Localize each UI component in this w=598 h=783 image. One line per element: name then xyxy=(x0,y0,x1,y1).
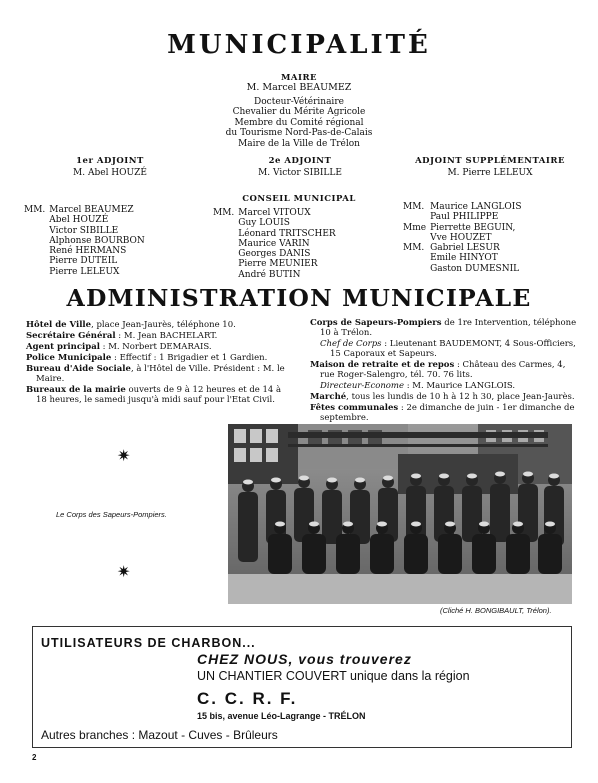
conseil-member: Paul PHILIPPE xyxy=(430,212,499,223)
admin-entry xyxy=(26,331,294,341)
maire-title: Chevalier du Mérite Agricole xyxy=(232,107,366,117)
conseil-member: Gaston DUMESNIL xyxy=(430,263,520,274)
ad-address: 15 bis, avenue Léo-Lagrange - TRÉLON xyxy=(197,711,366,721)
conseil-member: Victor SIBILLE xyxy=(49,225,119,236)
conseil-member: Georges DANIS xyxy=(238,249,311,260)
conseil-prefix: MM. xyxy=(24,205,46,215)
maire-name: M. Marcel BEAUMEZ xyxy=(246,82,352,93)
admin-entry-label: Fêtes communales xyxy=(310,403,399,413)
conseil-column-1 xyxy=(24,205,145,277)
photo-credit: (Cliché H. BONGIBAULT, Trélon). xyxy=(440,606,552,615)
admin-entry-label: Chef de Corps xyxy=(320,339,382,349)
page-number: 2 xyxy=(32,753,37,762)
star-ornament: ✷ xyxy=(117,562,131,581)
ad-line: UTILISATEURS DE CHARBON... xyxy=(41,636,256,650)
adjoint-2 xyxy=(230,156,370,179)
conseil-member: Abel HOUZÉ xyxy=(49,215,109,226)
conseil-prefix xyxy=(403,253,430,263)
conseil-column-2 xyxy=(213,208,336,280)
admin-entry-text: : Effectif : 1 Brigadier et 1 Gardien. xyxy=(111,353,268,363)
star-ornament: ✷ xyxy=(117,446,131,465)
admin-left-column xyxy=(26,320,294,406)
conseil-member: Guy LOUIS xyxy=(238,218,290,229)
maire-title: Membre du Comité régional xyxy=(234,117,364,128)
admin-entry-text: de 1re Intervention, téléphone 10 à Trélon. xyxy=(320,318,577,338)
admin-entry-text: , tous les lundis de 10 h à 12 h 30, place Jean-Jaurès. xyxy=(346,392,575,402)
admin-entry-text: : M. Jean BACHELART. xyxy=(115,331,218,341)
conseil-member: Marcel BEAUMEZ xyxy=(49,205,134,215)
page-title: MUNICIPALITÉ xyxy=(167,30,431,60)
conseil-member: Maurice VARIN xyxy=(238,238,310,249)
conseil-prefix: MM. xyxy=(403,202,425,212)
conseil-member: Pierrette BEGUIN, xyxy=(430,222,516,233)
maire-heading: MAIRE xyxy=(280,73,318,83)
conseil-prefix xyxy=(403,233,430,243)
admin-entry-label: Maison de retraite et de repos xyxy=(310,360,455,370)
admin-entry-text: : M. Maurice LANGLOIS. xyxy=(404,381,516,391)
admin-entry-text: , place Jean-Jaurès, téléphone 10. xyxy=(91,320,236,330)
conseil-member: André BUTIN xyxy=(238,269,301,280)
admin-entry-label: Bureaux de la mairie xyxy=(26,385,126,395)
conseil-member: Pierre MEUNIER xyxy=(238,259,318,270)
admin-entry xyxy=(26,342,294,352)
admin-entry xyxy=(310,318,580,338)
conseil-member: Maurice LANGLOIS xyxy=(430,202,522,212)
admin-entry xyxy=(310,392,580,402)
conseil-member: Gabriel LESUR xyxy=(430,243,500,254)
admin-entry-label: Directeur-Econome xyxy=(320,381,405,391)
photo-illustration xyxy=(228,424,572,604)
admin-entry xyxy=(26,353,294,363)
adjoint-1 xyxy=(40,156,180,179)
adjoint-name: M. Victor SIBILLE xyxy=(258,168,342,178)
admin-entry-label: Corps de Sapeurs-Pompiers xyxy=(310,318,442,328)
admin-entry-text: : 2e dimanche de juin - 1er dimanche de septembre. xyxy=(320,403,575,423)
adjoint-name: M. Pierre LELEUX xyxy=(447,168,533,178)
admin-entry xyxy=(26,320,294,330)
admin-entry-text: : Château des Carmes, 4, rue Roger-Salengro, tél. 70. 76 lits. xyxy=(320,360,566,380)
adjoint-heading: ADJOINT SUPPLÉMENTAIRE xyxy=(415,156,565,166)
admin-entry-label: Bureau d'Aide Sociale xyxy=(26,364,131,374)
admin-entry-label: Marché xyxy=(310,392,347,402)
admin-entry-text: : Lieutenant BAUDEMONT, 4 Sous-Officiers, 15 Caporaux et Sapeurs. xyxy=(330,339,576,359)
conseil-column-3 xyxy=(403,202,521,274)
conseil-prefix: Mme xyxy=(403,222,427,233)
maire-title: du Tourisme Nord-Pas-de-Calais xyxy=(225,128,373,138)
ad-line: UN CHANTIER COUVERT unique dans la région xyxy=(197,669,470,683)
ad-company: C. C. R. F. xyxy=(197,689,298,708)
admin-entry-label: Secrétaire Général xyxy=(26,331,116,341)
adjoint-supplementaire xyxy=(400,156,580,179)
conseil-member: Léonard TRITSCHER xyxy=(238,228,336,239)
admin-entry-label: Agent principal xyxy=(26,342,100,352)
admin-entry-text: : M. Norbert DEMARAIS. xyxy=(99,342,212,352)
conseil-prefix: MM. xyxy=(403,243,425,254)
adjoint-heading: 1er ADJOINT xyxy=(76,156,144,166)
admin-entry-label: Police Municipale xyxy=(26,353,112,363)
maire-title: Docteur-Vétérinaire xyxy=(254,96,344,107)
admin-entry-label: Hôtel de Ville xyxy=(26,320,92,330)
conseil-member: Marcel VITOUX xyxy=(238,208,311,218)
admin-entry xyxy=(310,403,580,423)
conseil-member: Emile HINYOT xyxy=(430,253,498,264)
adjoint-heading: 2e ADJOINT xyxy=(268,156,332,166)
admin-entry xyxy=(26,364,294,384)
admin-entry-text: , à l'Hôtel de Ville. Président : M. le Maire. xyxy=(36,364,285,384)
admin-entry-text: ouverts de 9 à 12 heures et de 14 à 18 heures, le samedi jusqu'à midi sauf pour l'Etat Civil. xyxy=(36,385,282,405)
maire-section xyxy=(0,73,598,149)
adjoint-name: M. Abel HOUZÉ xyxy=(73,168,147,178)
ad-line: CHEZ NOUS, vous trouverez xyxy=(197,651,412,667)
conseil-member: René HERMANS xyxy=(49,246,127,257)
admin-entry xyxy=(310,339,580,359)
ad-line: Autres branches : Mazout - Cuves - Brûleurs xyxy=(41,728,278,742)
admin-title: ADMINISTRATION MUNICIPALE xyxy=(66,284,532,312)
admin-entry xyxy=(310,360,580,380)
firefighters-photo xyxy=(228,424,572,604)
admin-right-column xyxy=(310,318,580,424)
photo-caption: Le Corps des Sapeurs-Pompiers. xyxy=(56,510,167,519)
conseil-heading: CONSEIL MUNICIPAL xyxy=(242,194,356,204)
maire-title: Maire de la Ville de Trélon xyxy=(238,138,360,149)
conseil-member: Pierre DUTEIL xyxy=(49,256,118,267)
admin-entry xyxy=(310,381,580,391)
conseil-member: Alphonse BOURBON xyxy=(49,235,145,246)
conseil-prefix: MM. xyxy=(213,208,235,218)
conseil-prefix xyxy=(403,264,430,274)
advertisement xyxy=(32,626,572,748)
conseil-member: Pierre LELEUX xyxy=(49,266,120,277)
conseil-member: Vve HOUZET xyxy=(430,232,492,243)
conseil-prefix xyxy=(403,212,430,222)
admin-entry xyxy=(26,385,294,405)
